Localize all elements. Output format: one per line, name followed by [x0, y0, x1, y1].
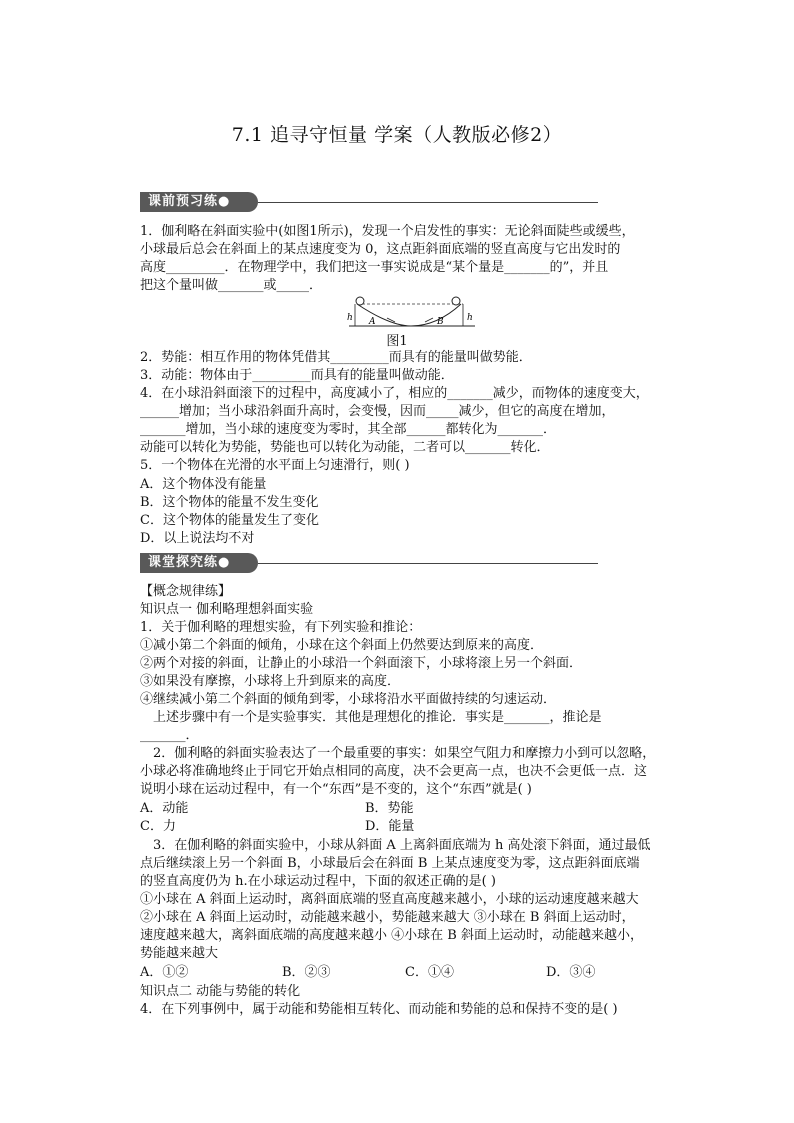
text-line: 小球必将准确地终止于同它开始点相同的高度，决不会更高一点，也决不会更低一点．这	[140, 764, 648, 779]
label-h-left: h	[347, 313, 353, 323]
knowledge-point-heading: 知识点一 伽利略理想斜面实验	[140, 602, 314, 617]
ball-end	[452, 297, 460, 305]
text-line: ②小球在 A 斜面上运动时，动能越来越小，势能越来越大 ③小球在 B 斜面上运动时，	[140, 910, 635, 925]
text-line: 2．伽利略的斜面实验表达了一个最重要的事实：如果空气阻力和摩擦力小到可以忽略，	[153, 746, 656, 761]
label-a: A	[369, 317, 376, 327]
section-banner-explore	[140, 553, 600, 573]
text-line: ③如果没有摩擦，小球将上升到原来的高度．	[140, 674, 401, 689]
ball-start	[356, 297, 364, 305]
option-c: C．这个物体的能量发生了变化	[140, 513, 319, 528]
text-line: 点后继续滚上另一个斜面 B，小球最后会在斜面 B 上某点速度变为零，这点距斜面底端	[140, 856, 640, 871]
section-rule	[258, 202, 598, 203]
option-d: D．能量	[365, 819, 415, 834]
text-line: 2．势能：相互作用的物体凭借其_________而具有的能量叫做势能．	[140, 350, 532, 365]
text-line: 3．动能：物体由于_________而具有的能量叫做动能．	[140, 368, 454, 383]
figure-caption: 图1	[386, 334, 408, 349]
option-c: C．①④	[405, 965, 454, 980]
section-banner-preview	[140, 192, 600, 212]
text-line: 势能越来越大	[140, 946, 219, 961]
text-line: 4．在小球沿斜面滚下的过程中，高度减小了，相应的_______减少，而物体的速度变大，	[140, 386, 649, 401]
option-a: A．①②	[140, 965, 189, 980]
text-line: 速度越来越大，离斜面底端的高度越来越小 ④小球在 B 斜面上运动时，动能越来越小，	[140, 928, 643, 943]
knowledge-point-heading: 知识点二 动能与势能的转化	[140, 984, 301, 999]
section-label: 课前预习练●	[140, 192, 258, 212]
text-line: 5．一个物体在光滑的水平面上匀速滑行，则( )	[140, 458, 410, 473]
text-line: 1．关于伽利略的理想实验，有下列实验和推论：	[140, 620, 422, 635]
section-label: 课堂探究练●	[140, 553, 258, 573]
text-line: 小球最后总会在斜面上的某点速度变为 0，这点距斜面底端的竖直高度与它出发时的	[140, 242, 621, 257]
option-d: D．以上说法均不对	[140, 531, 255, 546]
text-line: 把这个量叫做_______或_____．	[140, 278, 323, 293]
option-a: A．这个物体没有能量	[140, 477, 267, 492]
figure-1	[345, 296, 479, 334]
text-line: 动能可以转化为势能，势能也可以转化为动能，二者可以_______转化．	[140, 440, 550, 455]
text-line: 上述步骤中有一个是实验事实．其他是理想化的推论．事实是_______，推论是	[153, 710, 602, 725]
subsection-heading: 【概念规律练】	[140, 584, 232, 599]
text-line: 4．在下列事例中，属于动能和势能相互转化、而动能和势能的总和保持不变的是( )	[140, 1002, 618, 1017]
text-line: ④继续减小第二个斜面的倾角到零，小球将沿水平面做持续的匀速运动．	[140, 692, 557, 707]
option-b: B．势能	[365, 801, 414, 816]
label-b: B	[437, 317, 444, 327]
arrow-b	[425, 318, 433, 322]
label-h-right: h	[467, 313, 473, 323]
page-title: 7.1 追寻守恒量 学案（人教版必修2）	[231, 124, 563, 146]
text-line: _______．	[140, 728, 199, 743]
option-b: B．这个物体的能量不发生变化	[140, 495, 319, 510]
text-line: 高度_________．在物理学中，我们把这一事实说成是“某个量是_______的”，并且	[140, 260, 609, 275]
text-line: _______增加，当小球的速度变为零时，其全部______都转化为_______．	[140, 422, 557, 437]
option-b: B．②③	[282, 965, 331, 980]
option-d: D．③④	[546, 965, 596, 980]
text-line: 3．在伽利略的斜面实验中，小球从斜面 A 上离斜面底端为 h 高处滚下斜面，通过最低	[153, 838, 651, 853]
text-line: ②两个对接的斜面，让静止的小球沿一个斜面滚下，小球将滚上另一个斜面．	[140, 656, 583, 671]
text-line: 的竖直高度仍为 h.在小球运动过程中，下面的叙述正确的是( )	[140, 874, 496, 889]
text-line: ①减小第二个斜面的倾角，小球在这个斜面上仍然要达到原来的高度．	[140, 638, 544, 653]
option-c: C．力	[140, 819, 176, 834]
section-rule	[258, 563, 598, 564]
text-line: ①小球在 A 斜面上运动时，离斜面底端的竖直高度越来越小，小球的运动速度越来越大	[140, 892, 639, 907]
option-a: A．动能	[140, 801, 189, 816]
text-line: 说明小球在运动过程中，有一个“东西”是不变的，这个“东西”就是( )	[140, 782, 532, 797]
text-line: 1．伽利略在斜面实验中(如图1所示)，发现一个启发性的事实：无论斜面陡些或缓些，	[140, 224, 635, 239]
incline-diagram	[345, 296, 479, 330]
text-line: ______增加；当小球沿斜面升高时，会变慢，因而_____减少，但它的高度在增加，	[140, 404, 615, 419]
